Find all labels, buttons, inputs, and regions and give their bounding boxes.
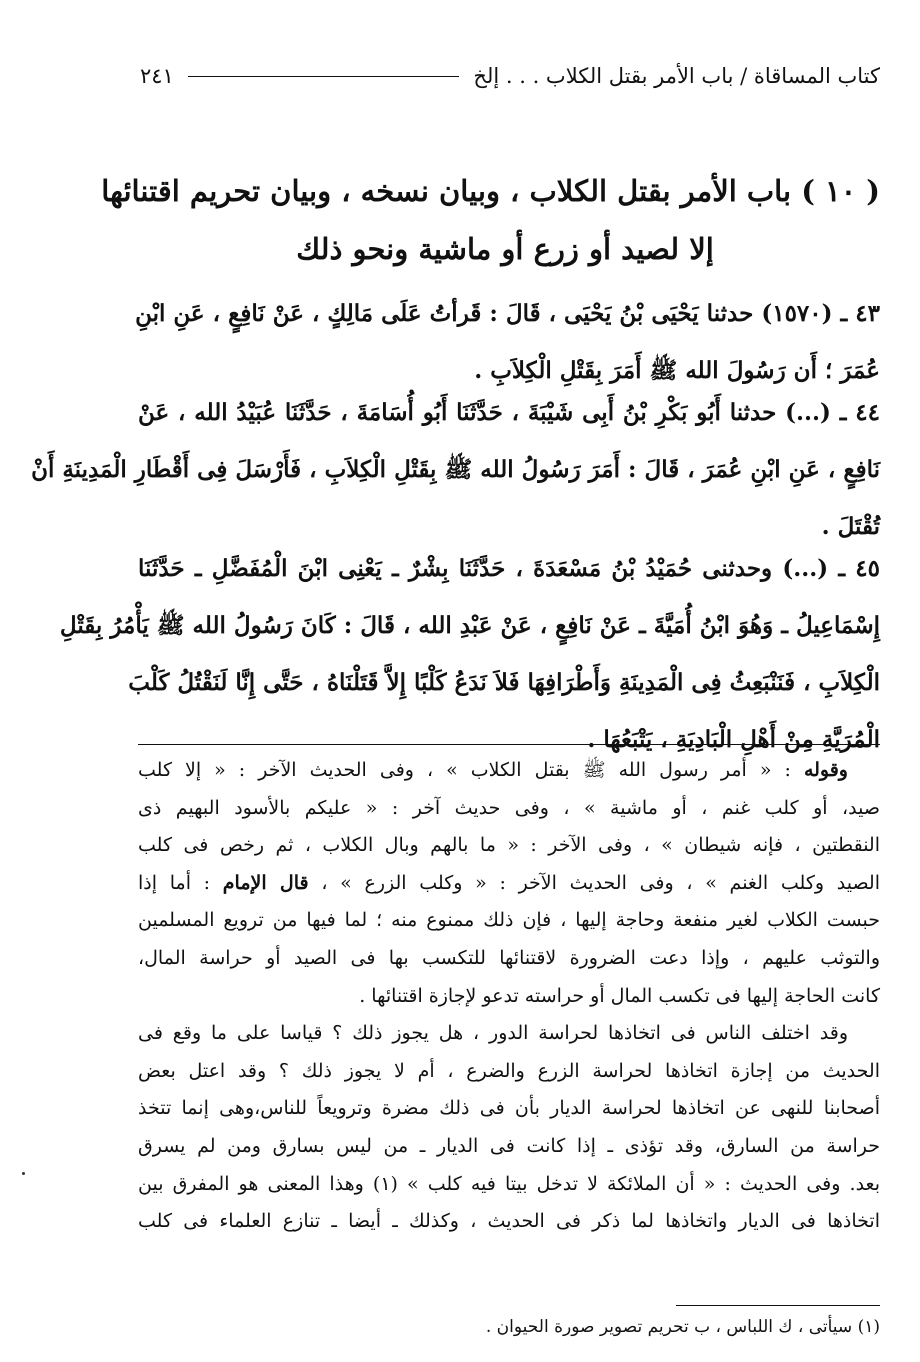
footnote-separator [676, 1305, 880, 1306]
commentary [138, 752, 880, 1241]
commentary-line [138, 865, 880, 903]
hadith-43 [135, 285, 880, 399]
commentary-line: حراسة من السارق، وقد تؤذى ـ إذا كانت فى الديار ـ من ليس بسارق ومن لم يسرق [138, 1134, 880, 1157]
chapter-title-line-1: ( ١٠ ) باب الأمر بقتل الكلاب ، وبيان نسخه ، وبيان تحريم اقتنائها [101, 174, 880, 208]
commentary-line [138, 752, 880, 790]
hadith-line: الْكِلاَبِ ، فَنَنْبَعِثُ فِى الْمَدِينَةِ وَأَطْرَافِهَا فَلاَ نَدَعُ كَلْبًا إِلاَّ قَتَلْنَاهُ ، حَتَّى إِنَّا لَنَقْتُلُ كَلْبَ [128, 669, 880, 696]
imam-label: قال الإمام [222, 871, 309, 894]
commentary-line: كانت الحاجة إليها فى تكسب المال أو حراسته تدعو لإجازة اقتنائها . [359, 984, 880, 1007]
hadith-line: تُقْتَلَ . [821, 513, 880, 540]
hadith-line: ٤٣ ـ (١٥٧٠) حدثنا يَحْيَى بْنُ يَحْيَى ، قَالَ : قَرأتُ عَلَى مَالِكٍ ، عَنْ نَافِعٍ ، عَنِ ابْنِ [135, 300, 880, 327]
header-rule [188, 76, 460, 77]
commentary-text: الصيد وكلب الغنم » ، وفى الحديث الآخر : « وكلب الزرع » ، [321, 871, 880, 894]
chapter-title-line-2: إلا لصيد أو زرع أو ماشية ونحو ذلك [296, 232, 714, 266]
commentary-line: حبست الكلاب لغير منفعة وحاجة إليها ، فإن ذلك ممنوع منه ؛ لما فيها من ترويع المسلمين [138, 909, 880, 932]
scan-speck [22, 1172, 25, 1175]
commentary-lead: وقوله [803, 759, 848, 781]
hadith-line: الْمُرَيَّةِ مِنْ أَهْلِ الْبَادِيَةِ ، يَتْبَعُهَا . [587, 726, 880, 753]
hadith-44 [31, 384, 880, 555]
hadith-45 [59, 540, 880, 768]
commentary-separator [138, 744, 880, 745]
running-title: كتاب المساقاة / باب الأمر بقتل الكلاب . . . إلخ [473, 64, 880, 88]
running-header [140, 58, 880, 94]
chapter-title [101, 162, 880, 278]
page-number: ٢٤١ [140, 64, 174, 88]
hadith-line: عُمَرَ ؛ أَن رَسُولَ الله ﷺ أَمَرَ بِقَتْلِ الْكِلاَبِ . [474, 357, 880, 384]
hadith-line: نَافِعٍ ، عَنِ ابْنِ عُمَرَ ، قَالَ : أَمَرَ رَسُولُ الله ﷺ بِقَتْلِ الْكِلاَبِ ، فَأَرْسَلَ فِى أَقْطَارِ الْمَدِينَةِ أَنْ [31, 456, 880, 483]
commentary-text: : أما إذا [138, 871, 211, 894]
hadith-line: إِسْمَاعِيلُ ـ وَهُوَ ابْنُ أُمَيَّةَ ـ عَنْ نَافِعٍ ، عَنْ عَبْدِ الله ، قَالَ : كَانَ رَسُولُ الله ﷺ يَأْمُرُ بِقَتْلِ [59, 612, 880, 639]
footnote: (١) سيأتى ، ك اللباس ، ب تحريم تصوير صورة الحيوان . [485, 1317, 880, 1337]
commentary-line: وقد اختلف الناس فى اتخاذها لحراسة الدور ، هل يجوز ذلك ؟ قياسا على ما وقع فى [138, 1022, 848, 1045]
commentary-line: الحديث من إجازة اتخاذها لحراسة الزرع والضرع ، أم لا يجوز ذلك ؟ وقد اعتل بعض [138, 1059, 880, 1082]
commentary-line: أصحابنا للنهى عن اتخاذها لحراسة الديار بأن فى ذلك مضرة وترويعاً للناس،وهى إنما تتخذ [138, 1097, 880, 1120]
commentary-line: النقطتين ، فإنه شيطان » ، وفى الآخر : « ما بالهم وبال الكلاب ، ثم رخص فى كلب [138, 834, 880, 857]
commentary-line: بعد. وفى الحديث : « أن الملائكة لا تدخل بيتا فيه كلب » (١) وهذا المعنى هو المفرق بين [138, 1172, 880, 1195]
commentary-line: والتوثب عليهم ، وإذا دعت الضرورة لاقتنائها للتكسب بها فى الصيد أو حراسة المال، [138, 946, 880, 969]
commentary-line: صيد، أو كلب غنم ، أو ماشية » ، وفى حديث آخر : « عليكم بالأسود البهيم ذى [138, 796, 880, 819]
hadith-line: ٤٥ ـ (...) وحدثنى حُمَيْدُ بْنُ مَسْعَدَةَ ، حَدَّثَنَا بِشْرٌ ـ يَعْنِى ابْنَ الْمُفَضَّلِ ـ حَدَّثَنَا [138, 555, 880, 582]
commentary-line: اتخاذها فى الديار واتخاذها لما ذكر فى الحديث ، وكذلك ـ أيضا ـ تنازع العلماء فى كلب [138, 1210, 880, 1233]
commentary-text: : « أمر رسول الله ﷺ بقتل الكلاب » ، وفى الحديث الآخر : « إلا كلب [138, 759, 791, 781]
hadith-line: ٤٤ ـ (...) حدثنا أَبُو بَكْرِ بْنُ أَبِى شَيْبَةَ ، حَدَّثَنَا أَبُو أُسَامَةَ ، حَدَّثَنَا عُبَيْدُ الله ، عَنْ [138, 399, 880, 426]
